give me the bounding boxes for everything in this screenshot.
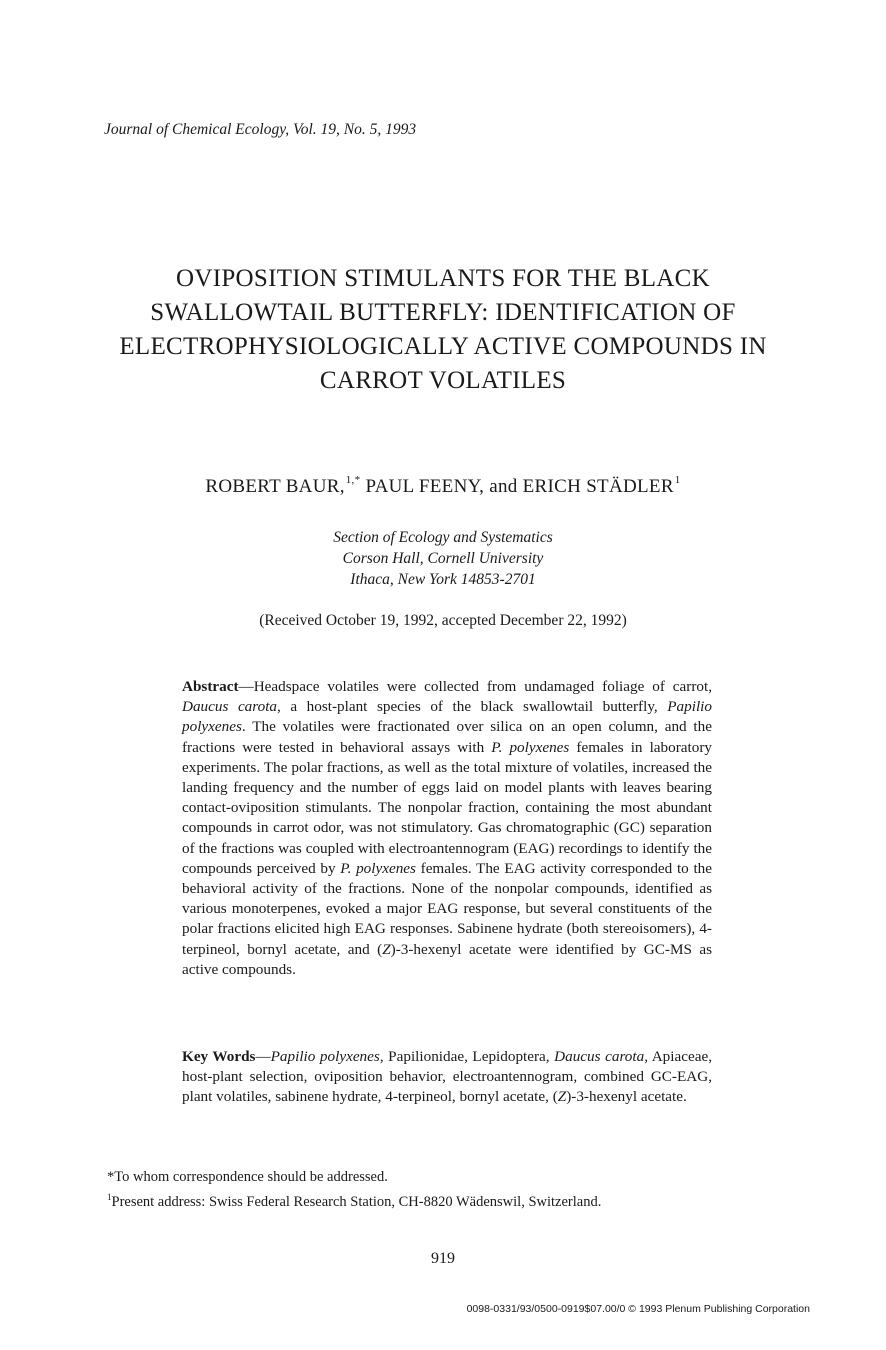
footnote-address-mark: 1 — [107, 1192, 112, 1202]
author-feeny-stadler: PAUL FEENY, and ERICH STÄDLER — [365, 476, 674, 497]
key-words-label: Key Words — [182, 1048, 256, 1065]
author-stadler-mark: 1 — [674, 474, 681, 486]
affiliation — [0, 527, 886, 590]
received-dates: (Received October 19, 1992, accepted December 22, 1992) — [259, 612, 627, 629]
footnotes — [107, 1167, 601, 1212]
title-line: SWALLOWTAIL BUTTERFLY: IDENTIFICATION OF — [150, 299, 736, 326]
affiliation-line: Corson Hall, Cornell University — [342, 550, 544, 567]
abstract-text: —Headspace volatiles were collected from undamaged foliage of carrot, Daucus carota, a host-plant species of the black swallowtail butterfly, Papilio polyxenes. The volatiles were fractionated over silica on an open column, and the fractions were tested in behavioral assays with P. polyxenes females in laboratory experiments. The polar fractions, as well as the total mixture of volatiles, increased the landing frequency and the number of eggs laid on model plants with leaves bearing contact-oviposition stimulants. The nonpolar fraction, containing the most abundant compounds in carrot odor, was not stimulatory. Gas chromatographic (GC) separation of the fractions was coupled with electroantennogram (EAG) recordings to identify the compounds perceived by P. polyxenes females. The EAG activity corresponded to the behavioral activity of the fractions. None of the nonpolar compounds, identified as various monoterpenes, evoked a major EAG response, but several constituents of the polar fractions elicited high EAG responses. Sabinene hydrate (both stereoisomers), 4-terpineol, bornyl acetate, and (Z)-3-hexenyl acetate were identified by GC-MS as active compounds. — [182, 678, 713, 978]
copyright-line: 0098-0331/93/0500-0919$07.00/0 © 1993 Plenum Publishing Corporation — [466, 1303, 810, 1315]
footnote-correspondence: *To whom correspondence should be addressed. — [107, 1169, 388, 1185]
paper-title — [0, 262, 886, 398]
footnote-address-text: Present address: Swiss Federal Research Station, CH-8820 Wädenswil, Switzerland. — [111, 1194, 602, 1210]
key-words — [182, 1047, 712, 1108]
author-baur: ROBERT BAUR, — [205, 476, 345, 497]
author-baur-marks: 1,* — [345, 474, 361, 486]
affiliation-line: Ithaca, New York 14853-2701 — [350, 571, 536, 588]
abstract-label: Abstract — [182, 678, 239, 695]
journal-citation: Journal of Chemical Ecology, Vol. 19, No. 5, 1993 — [104, 121, 417, 138]
abstract — [182, 677, 712, 980]
author-list — [0, 474, 886, 498]
title-line: CARROT VOLATILES — [319, 367, 567, 394]
title-line: ELECTROPHYSIOLOGICALLY ACTIVE COMPOUNDS IN — [119, 333, 767, 360]
footnote-address — [107, 1187, 601, 1212]
key-words-text: —Papilio polyxenes, Papilionidae, Lepidoptera, Daucus carota, Apiaceae, host-plant selection, oviposition behavior, electroantennogram, combined GC-EAG, plant volatiles, sabinene hydrate, 4-terpineol, bornyl acetate, (Z)-3-hexenyl acetate. — [182, 1048, 712, 1106]
affiliation-line: Section of Ecology and Systematics — [333, 529, 553, 546]
title-line: OVIPOSITION STIMULANTS FOR THE BLACK — [176, 265, 710, 292]
page-number: 919 — [431, 1250, 455, 1267]
